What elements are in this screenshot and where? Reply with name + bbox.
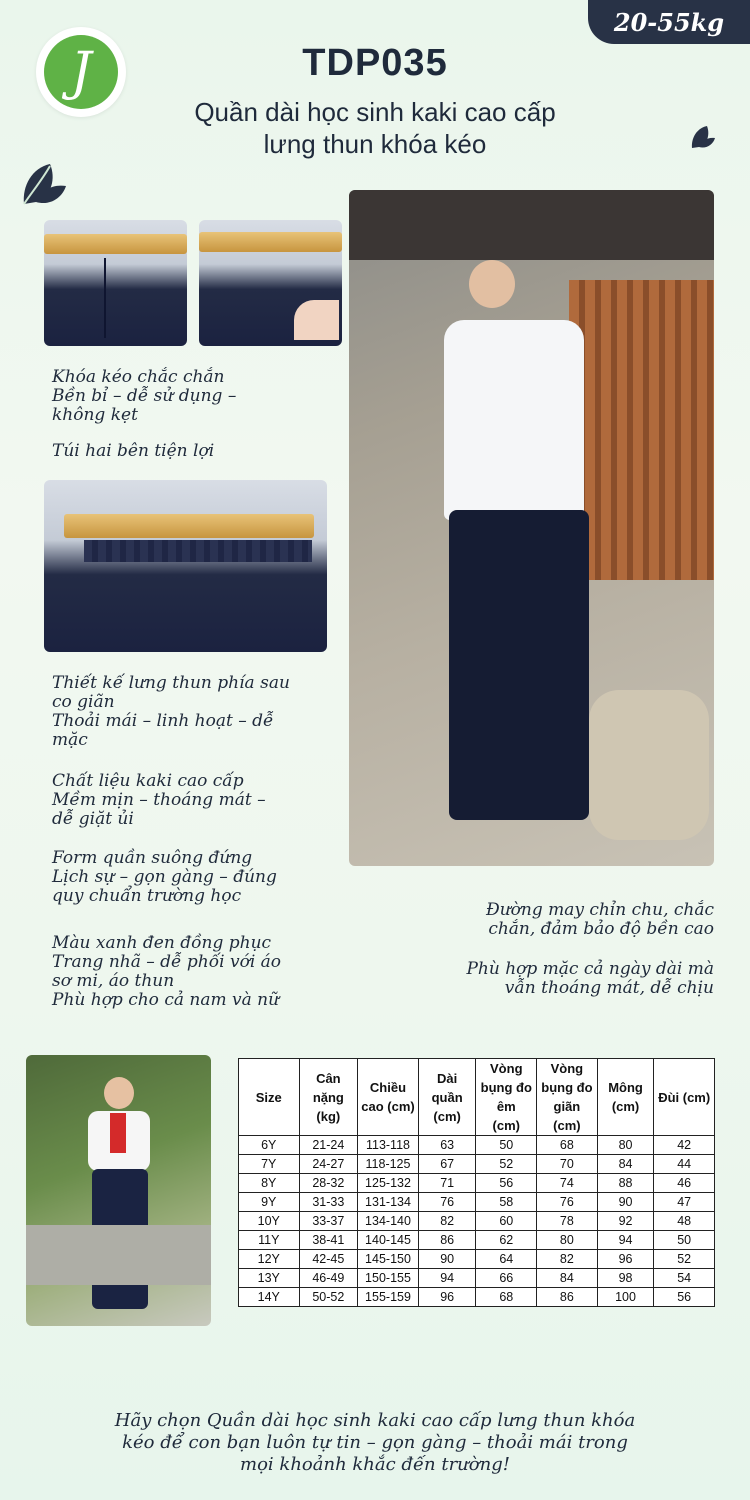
table-cell: 50-52 — [299, 1288, 358, 1307]
table-cell: 33-37 — [299, 1212, 358, 1231]
table-cell: 74 — [537, 1174, 598, 1193]
table-cell: 24-27 — [299, 1155, 358, 1174]
table-cell: 28-32 — [299, 1174, 358, 1193]
table-cell: 6Y — [239, 1136, 300, 1155]
table-cell: 118-125 — [358, 1155, 419, 1174]
table-cell: 8Y — [239, 1174, 300, 1193]
table-cell: 46 — [654, 1174, 715, 1193]
table-cell: 13Y — [239, 1269, 300, 1288]
table-cell: 56 — [476, 1174, 537, 1193]
product-title-line2: lưng thun khóa kéo — [263, 129, 487, 159]
table-cell: 78 — [537, 1212, 598, 1231]
table-cell: 14Y — [239, 1288, 300, 1307]
table-cell: 63 — [418, 1136, 476, 1155]
table-cell: 50 — [654, 1231, 715, 1250]
table-cell: 42-45 — [299, 1250, 358, 1269]
table-cell: 82 — [537, 1250, 598, 1269]
table-cell: 44 — [654, 1155, 715, 1174]
header-length: Dài quần (cm) — [418, 1059, 476, 1136]
header-hip: Mông (cm) — [597, 1059, 654, 1136]
size-table-header-row — [239, 1059, 715, 1136]
table-cell: 12Y — [239, 1250, 300, 1269]
table-cell: 150-155 — [358, 1269, 419, 1288]
table-cell: 56 — [654, 1288, 715, 1307]
leaf-decoration-icon — [16, 156, 72, 212]
table-cell: 155-159 — [358, 1288, 419, 1307]
table-cell: 7Y — [239, 1155, 300, 1174]
table-cell: 88 — [597, 1174, 654, 1193]
table-cell: 42 — [654, 1136, 715, 1155]
table-row — [239, 1155, 715, 1174]
table-cell: 11Y — [239, 1231, 300, 1250]
table-cell: 62 — [476, 1231, 537, 1250]
table-row — [239, 1174, 715, 1193]
table-row — [239, 1288, 715, 1307]
table-row — [239, 1250, 715, 1269]
feature-all-day: Phù hợp mặc cả ngày dài mà vẫn thoáng mát, dễ chịu — [466, 959, 714, 998]
feature-form: Form quần suông đứng Lịch sự – gọn gàng – đúng quy chuẩn trường học — [52, 848, 277, 906]
header-size: Size — [239, 1059, 300, 1136]
table-cell: 60 — [476, 1212, 537, 1231]
table-cell: 47 — [654, 1193, 715, 1212]
table-cell: 21-24 — [299, 1136, 358, 1155]
table-cell: 31-33 — [299, 1193, 358, 1212]
table-cell: 80 — [537, 1231, 598, 1250]
table-cell: 52 — [654, 1250, 715, 1269]
table-cell: 54 — [654, 1269, 715, 1288]
table-cell: 96 — [418, 1288, 476, 1307]
table-cell: 134-140 — [358, 1212, 419, 1231]
feature-stitching: Đường may chỉn chu, chắc chắn, đảm bảo độ bền cao — [485, 900, 714, 939]
feature-pockets: Túi hai bên tiện lợi — [52, 441, 215, 461]
table-row — [239, 1136, 715, 1155]
table-row — [239, 1231, 715, 1250]
table-cell: 140-145 — [358, 1231, 419, 1250]
table-cell: 90 — [418, 1250, 476, 1269]
feature-elastic-waist: Thiết kế lưng thun phía sau co giãn Thoải mái – linh hoạt – dễ mặc — [52, 673, 290, 750]
table-cell: 86 — [418, 1231, 476, 1250]
table-cell: 71 — [418, 1174, 476, 1193]
table-row — [239, 1212, 715, 1231]
header-height: Chiều cao (cm) — [358, 1059, 419, 1136]
header-waist-stretched: Vòng bụng đo giãn (cm) — [537, 1059, 598, 1136]
table-cell: 92 — [597, 1212, 654, 1231]
header-weight: Cân nặng (kg) — [299, 1059, 358, 1136]
table-cell: 66 — [476, 1269, 537, 1288]
table-cell: 58 — [476, 1193, 537, 1212]
table-cell: 80 — [597, 1136, 654, 1155]
header-thigh: Đùi (cm) — [654, 1059, 715, 1136]
table-cell: 145-150 — [358, 1250, 419, 1269]
product-code: TDP035 — [302, 42, 448, 84]
girl-model-photo — [26, 1055, 211, 1326]
feature-zipper: Khóa kéo chắc chắn Bền bỉ – dễ sử dụng – không kẹt — [52, 367, 237, 425]
table-cell: 10Y — [239, 1212, 300, 1231]
table-cell: 52 — [476, 1155, 537, 1174]
table-cell: 46-49 — [299, 1269, 358, 1288]
table-cell: 70 — [537, 1155, 598, 1174]
table-row — [239, 1193, 715, 1212]
table-cell: 90 — [597, 1193, 654, 1212]
pocket-detail-photo — [199, 220, 342, 346]
table-cell: 84 — [537, 1269, 598, 1288]
table-cell: 131-134 — [358, 1193, 419, 1212]
table-cell: 76 — [537, 1193, 598, 1212]
table-row — [239, 1269, 715, 1288]
table-cell: 84 — [597, 1155, 654, 1174]
table-cell: 67 — [418, 1155, 476, 1174]
table-cell: 38-41 — [299, 1231, 358, 1250]
logo-letter: J — [44, 35, 118, 109]
elastic-waist-photo — [44, 480, 327, 652]
feature-material: Chất liệu kaki cao cấp Mềm mịn – thoáng mát – dễ giặt ủi — [52, 771, 266, 829]
table-cell: 9Y — [239, 1193, 300, 1212]
table-cell: 68 — [476, 1288, 537, 1307]
table-cell: 76 — [418, 1193, 476, 1212]
table-cell: 125-132 — [358, 1174, 419, 1193]
table-cell: 94 — [418, 1269, 476, 1288]
table-cell: 94 — [597, 1231, 654, 1250]
leaf-decoration-icon — [688, 122, 718, 152]
table-cell: 96 — [597, 1250, 654, 1269]
zipper-detail-photo — [44, 220, 187, 346]
table-cell: 100 — [597, 1288, 654, 1307]
table-cell: 50 — [476, 1136, 537, 1155]
table-cell: 68 — [537, 1136, 598, 1155]
table-cell: 113-118 — [358, 1136, 419, 1155]
product-title-line1: Quần dài học sinh kaki cao cấp — [194, 97, 556, 127]
table-cell: 64 — [476, 1250, 537, 1269]
feature-color: Màu xanh đen đồng phục Trang nhã – dễ phối với áo sơ mi, áo thun Phù hợp cho cả nam và nữ — [52, 933, 282, 1010]
table-cell: 98 — [597, 1269, 654, 1288]
weight-range-badge: 20-55kg — [588, 0, 750, 44]
table-cell: 86 — [537, 1288, 598, 1307]
table-cell: 82 — [418, 1212, 476, 1231]
header-waist-relaxed: Vòng bụng đo êm (cm) — [476, 1059, 537, 1136]
table-cell: 48 — [654, 1212, 715, 1231]
closing-message: Hãy chọn Quần dài học sinh kaki cao cấp lưng thun khóa kéo để con bạn luôn tự tin – gọn gàng – thoải mái trong mọi khoảnh khắc đến trường! — [114, 1410, 636, 1475]
size-chart-table — [238, 1058, 715, 1307]
boy-model-photo — [349, 190, 714, 866]
